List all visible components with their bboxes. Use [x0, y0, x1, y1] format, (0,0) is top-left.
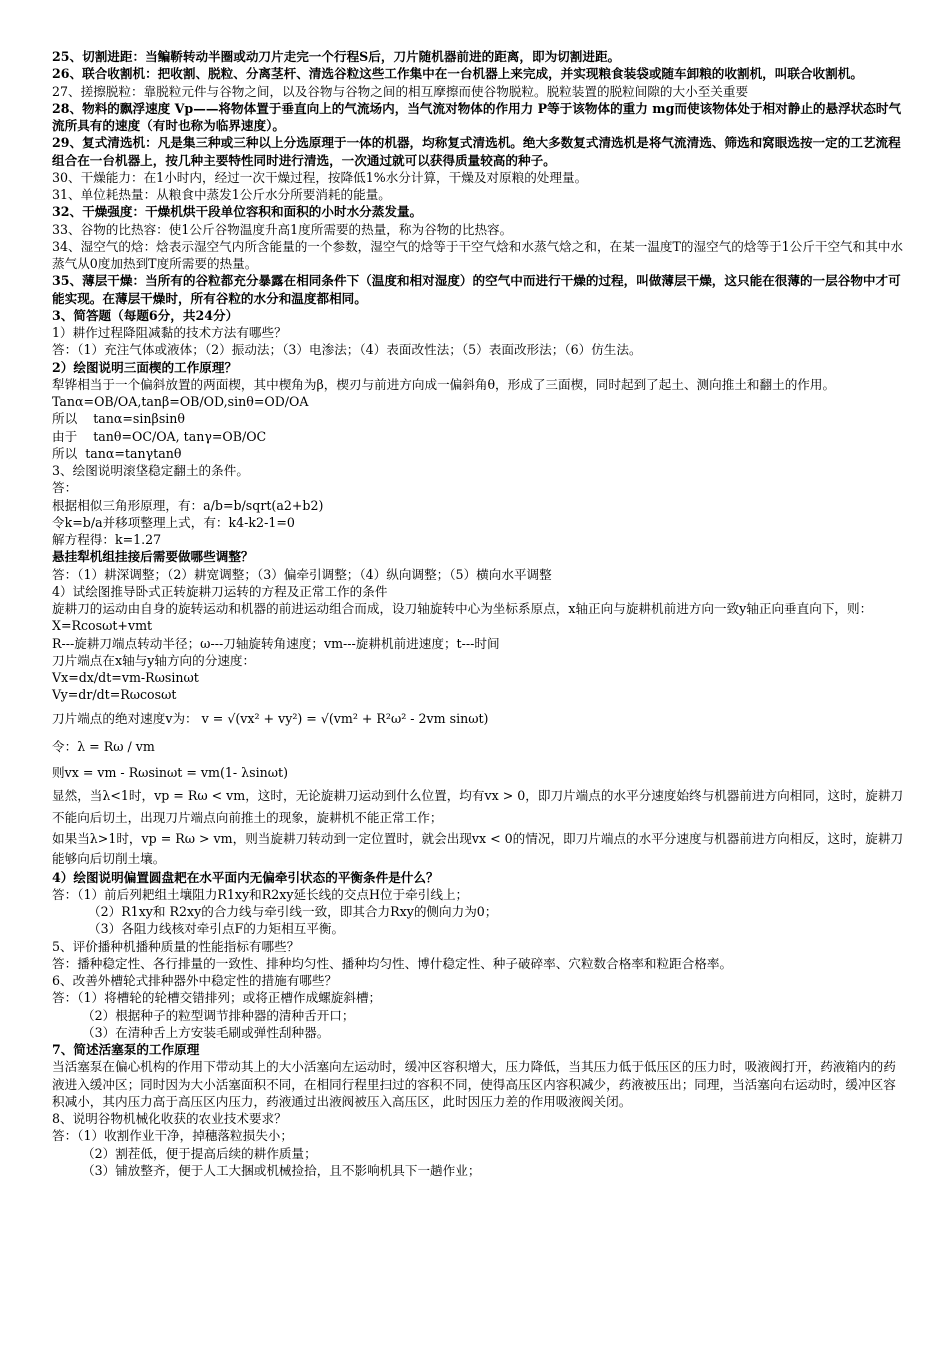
answer-text: 答：（1）前后列耙组土壤阻力R1xy和R2xy延长线的交点H位于牵引线上； — [52, 886, 469, 902]
question-text: 1）耕作过程降阻减黏的技术方法有哪些？ — [52, 325, 287, 340]
definition-item: 25、切割进距：当鳊鞒转动半圈或动刀片走完一个行程S后，刀片随机器前进的距离，即为切割进距。 — [52, 49, 621, 64]
formula-line: Vy=dr/dt=Rωcosωt — [52, 687, 177, 703]
body-paragraph: 令k=b/a并移项整理上式，有：k4-k2-1=0 — [52, 514, 295, 530]
formula-line: Tanα=OB/OA,tanβ=OB/OD,sinθ=OD/OA — [52, 394, 309, 409]
body-paragraph: 犁铧相当于一个偏斜放置的两面楔，其中楔角为β，楔刃与前进方向成一偏斜角θ，形成了三面楔，同时起到了起土、测向推土和翻土的作用。 — [52, 376, 836, 392]
document-page — [52, 48, 904, 1179]
answer-label: 答： — [52, 480, 78, 496]
definition-item: 34、湿空气的焓：焓表示湿空气内所含能量的一个参数，湿空气的焓等于干空气焓和水蒸气焓之和，在某一温度T的湿空气的焓等于1公斤干空气和其中水蒸气从0度加热到T度所需要的热量。 — [52, 238, 904, 271]
definition-item: 35、薄层干燥：当所有的谷粒都充分暴露在相同条件下（温度和相对湿度）的空气中而进行干燥的过程，叫做薄层干燥，这只能在很薄的一层谷物中才可能实现。在薄层干燥时，所有谷粒的水分和温度都相同。 — [52, 273, 901, 306]
formula-line: 则vx = vm - Rωsinωt = vm(1- λsinωt) — [52, 764, 288, 780]
question-text: 5、评价播种机播种质量的性能指标有哪些？ — [52, 938, 300, 954]
question-text: 8、说明谷物机械化收获的农业技术要求？ — [52, 1111, 287, 1126]
body-paragraph: 当活塞泵在偏心机构的作用下带动其上的大小活塞向左运动时，缓冲区容积增大，压力降低，当其压力低于低压区的压力时，吸液阀打开，药液箱内的药液进入缓冲区；同时因为大小活塞面积不同，在相同行程里扫过的容积不同，使得高压区内容积减少，药液被压出；同理，当活塞向右运动时，缓冲区容积减小，其内压力高于高压区内压力，药液通过出液阀被压入高压区，此时因压力差的作用吸液阀关闭。 — [52, 1059, 896, 1109]
answer-text: 答：（1）耕深调整；（2）耕宽调整；（3）偏牵引调整；（4）纵向调整；（5）横向水平调整 — [52, 566, 552, 582]
formula-line: 令：λ = Rω / vm — [52, 738, 155, 754]
body-paragraph: 旋耕刀的运动由自身的旋转运动和机器的前进运动组合而成，设刀轴旋转中心为坐标系原点，x轴正向与旋耕机前进方向一致y轴正向垂直向下，则： — [52, 601, 873, 616]
question-text: 4）绘图说明偏置圆盘耙在水平面内无偏牵引状态的平衡条件是什么？ — [52, 869, 439, 885]
answer-text: 答：（1）将槽轮的轮槽交错排列；或将正槽作成螺旋斜槽； — [52, 990, 382, 1006]
answer-text: （2）R1xy和 R2xy的合力线与牵引线一致，即其合力Rxy的侧向力为0； — [88, 904, 498, 919]
question-text: 4）试绘图推导卧式正转旋耕刀运转的方程及正常工作的条件 — [52, 583, 388, 599]
question-text: 悬挂犁机组挂接后需要做哪些调整？ — [52, 549, 254, 565]
question-text: 3、绘图说明滚垡稳定翻土的条件。 — [52, 463, 249, 478]
question-text: 6、改善外槽轮式排种器外中稳定性的措施有哪些？ — [52, 973, 338, 988]
body-paragraph: 显然，当λ<1时，vp = Rω < vm，这时，无论旋耕刀运动到什么位置，均有vx > 0，即刀片端点的水平分速度始终与机器前进方向相同，这时，旋耕刀不能向后切土，出现刀片端点向前推土的现象，旋耕机不能正常工作； — [52, 787, 904, 825]
formula-line: X=Rcosωt+vmt — [52, 618, 153, 634]
answer-text: 答：播种稳定性、各行排量的一致性、排种均匀性、播种均匀性、博什稳定性、种子破碎率、穴粒数合格率和粒距合格率。 — [52, 955, 733, 971]
definition-item: 32、干燥强度：干燥机烘干段单位容积和面积的小时水分蒸发量。 — [52, 204, 423, 220]
answer-text: （2）根据种子的粒型调节排种器的清种舌开口； — [82, 1007, 355, 1023]
definition-item: 28、物料的飘浮速度 Vp——将物体置于垂直向上的气流场内，当气流对物体的作用力 P等于该物体的重力 mg而使该物体处于相对静止的悬浮状态时气流所具有的速度（有时也称为临界速度）。 — [52, 100, 902, 133]
formula-line: 所以 tanα=tanγtanθ — [52, 445, 182, 461]
body-paragraph: 如果当λ>1时，vp = Rω > vm，则当旋耕刀转动到一定位置时，就会出现vx < 0的情况，即刀片端点的水平分速度与机器前进方向相反，这时，旋耕刀能够向后切削土壤。 — [52, 830, 904, 866]
question-text: 2）绘图说明三面楔的工作原理？ — [52, 359, 238, 375]
answer-text: 答：（1）收割作业干净，掉穗落粒损失小； — [52, 1128, 293, 1144]
body-paragraph: 解方程得：k=1.27 — [52, 532, 162, 547]
definition-item: 30、干燥能力：在1小时内，经过一次干燥过程，按降低1%水分计算，干燥及对原粮的处理量。 — [52, 169, 588, 185]
definition-item: 26、联合收割机：把收割、脱粒、分离茎杆、清选谷粒这些工作集中在一台机器上来完成，并实现粮食装袋或随车卸粮的收割机，叫联合收割机。 — [52, 66, 863, 82]
question-text: 7、简述活塞泵的工作原理 — [52, 1042, 200, 1057]
answer-text: （3）各阻力线核对牵引点F的力矩相互平衡。 — [88, 921, 345, 937]
formula-line: 由于 tanθ=OC/OA, tanγ=OB/OC — [52, 428, 267, 444]
answer-text: （2）割茬低，便于提高后续的耕作质量； — [82, 1145, 317, 1161]
body-paragraph: R---旋耕刀端点转动半径；ω---刀轴旋转角速度；vm---旋耕机前进速度；t---时间 — [52, 635, 500, 651]
formula-line: 刀片端点的绝对速度v为： v = √(vx² + vy²) = √(vm² + R²ω² - 2vm sinωt) — [52, 710, 489, 726]
answer-text: （3）铺放整齐，便于人工大捆或机械捡拾，且不影响机具下一趟作业； — [82, 1162, 481, 1178]
definition-item: 27、搓擦脱粒：靠脱粒元件与谷物之间，以及谷物与谷物之间的相互摩擦而使谷物脱粒。脱粒装置的脱粒间隙的大小至关重要 — [52, 83, 749, 99]
definition-item: 33、谷物的比热容：使1公斤谷物温度升高1度所需要的热量，称为谷物的比热容。 — [52, 221, 513, 237]
definition-item: 29、复式清选机：凡是集三种或三种以上分选原理于一体的机器，均称复式清选机。绝大多数复式清选机是将气流清选、筛选和窝眼选按一定的工艺流程组合在一台机器上，按几种主要特性同时进行清选，一次通过就可以获得质量较高的种子。 — [52, 135, 901, 168]
body-paragraph: 刀片端点在x轴与y轴方向的分速度： — [52, 652, 256, 668]
answer-text: 答：（1）充注气体或液体；（2）振动法；（3）电渗法；（4）表面改性法；（5）表面改形法；（6）仿生法。 — [52, 342, 642, 358]
section-heading: 3、简答题（每题6分，共24分） — [52, 307, 239, 323]
definition-item: 31、单位耗热量：从粮食中蒸发1公斤水分所要消耗的能量。 — [52, 187, 391, 202]
answer-text: （3）在清种舌上方安装毛刷或弹性刮种器。 — [82, 1024, 330, 1040]
body-paragraph: 根据相似三角形原理，有：a/b=b/sqrt(a2+b2) — [52, 497, 324, 513]
formula-line: Vx=dx/dt=vm-Rωsinωt — [52, 670, 199, 685]
formula-line: 所以 tanα=sinβsinθ — [52, 411, 186, 427]
